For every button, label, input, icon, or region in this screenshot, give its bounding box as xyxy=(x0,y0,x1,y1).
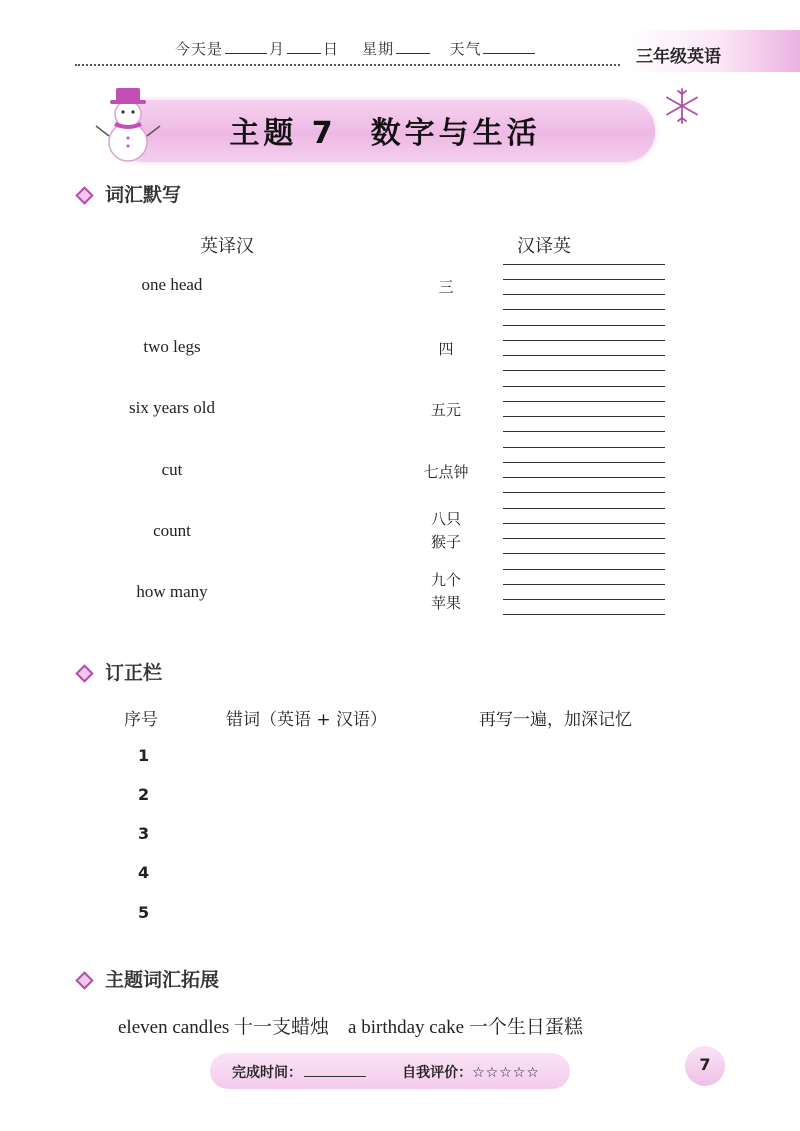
page-number: 7 xyxy=(699,1055,711,1074)
cn-word-5-line1: 八只 xyxy=(430,510,461,528)
grade-label: 三年级英语 xyxy=(636,47,721,67)
en-word-2: two legs xyxy=(143,337,201,356)
cn-word-5-line2: 猴子 xyxy=(430,533,461,551)
extension-heading-text: 主题词汇拓展 xyxy=(105,969,220,991)
cn-word-3-line1: 五元 xyxy=(430,401,461,419)
weather-blank[interactable] xyxy=(483,39,535,54)
date-week-label: 星期 xyxy=(362,40,395,58)
snowman-icon xyxy=(92,84,164,164)
en-word-4: cut xyxy=(161,460,183,479)
date-weather-label: 天气 xyxy=(449,40,482,58)
cn-word-1-line1: 三 xyxy=(438,278,454,296)
correction-row-5: 5 xyxy=(138,903,150,922)
time-blank[interactable] xyxy=(304,1064,366,1077)
page-title: 主题 7 数字与生活 xyxy=(229,116,541,151)
correction-row-4: 4 xyxy=(138,863,150,882)
cn-word-4-line1: 七点钟 xyxy=(423,463,469,481)
extension-heading xyxy=(78,965,219,992)
en-word-3: six years old xyxy=(129,398,215,417)
col-en-to-cn: 英译汉 xyxy=(200,236,254,257)
rating-stars[interactable]: ☆☆☆☆☆ xyxy=(472,1065,540,1081)
col-cn-to-en: 汉译英 xyxy=(517,236,571,257)
cn-word-5 xyxy=(416,508,476,554)
en-word-1: one head xyxy=(141,275,203,294)
diamond-bullet-icon xyxy=(75,664,93,682)
date-weather-line xyxy=(175,38,537,59)
cn-word-6 xyxy=(416,569,476,615)
col-wrong-word: 错词（英语 + 汉语） xyxy=(226,710,388,730)
correction-row-3: 3 xyxy=(138,824,150,843)
dotted-divider xyxy=(75,64,620,66)
month-blank[interactable] xyxy=(225,39,267,54)
cn-word-6-line2: 苹果 xyxy=(430,594,461,612)
day-blank[interactable] xyxy=(287,39,321,54)
cn-word-3 xyxy=(416,399,476,422)
en-word-5: count xyxy=(153,521,191,540)
eval-label: 自我评价： xyxy=(402,1065,473,1081)
date-month-label: 月 xyxy=(269,40,286,58)
cn-word-6-line1: 九个 xyxy=(430,571,461,589)
col-rewrite: 再写一遍，加深记忆 xyxy=(479,710,632,730)
diamond-bullet-icon xyxy=(75,186,93,204)
date-today-label: 今天是 xyxy=(175,40,224,58)
correction-heading xyxy=(78,658,162,685)
extension-vocab: eleven candles 十一支蜡烛 a birthday cake 一个生日蛋糕 xyxy=(118,1017,583,1038)
cn-word-2-line1: 四 xyxy=(438,340,454,358)
diamond-bullet-icon xyxy=(75,971,93,989)
footer-info xyxy=(232,1062,540,1082)
dictation-heading xyxy=(78,180,181,207)
en-word-6: how many xyxy=(136,582,208,601)
cn-word-4 xyxy=(416,461,476,484)
week-blank[interactable] xyxy=(396,39,430,54)
correction-row-2: 2 xyxy=(138,785,150,804)
time-label: 完成时间： xyxy=(232,1065,302,1081)
cn-word-1 xyxy=(416,276,476,299)
date-day-label: 日 xyxy=(323,40,340,58)
dictation-heading-text: 词汇默写 xyxy=(105,184,182,206)
cn-word-2 xyxy=(416,338,476,361)
correction-heading-text: 订正栏 xyxy=(105,662,163,684)
correction-row-1: 1 xyxy=(138,746,150,765)
col-index: 序号 xyxy=(124,710,158,730)
snowflake-icon xyxy=(662,86,702,126)
